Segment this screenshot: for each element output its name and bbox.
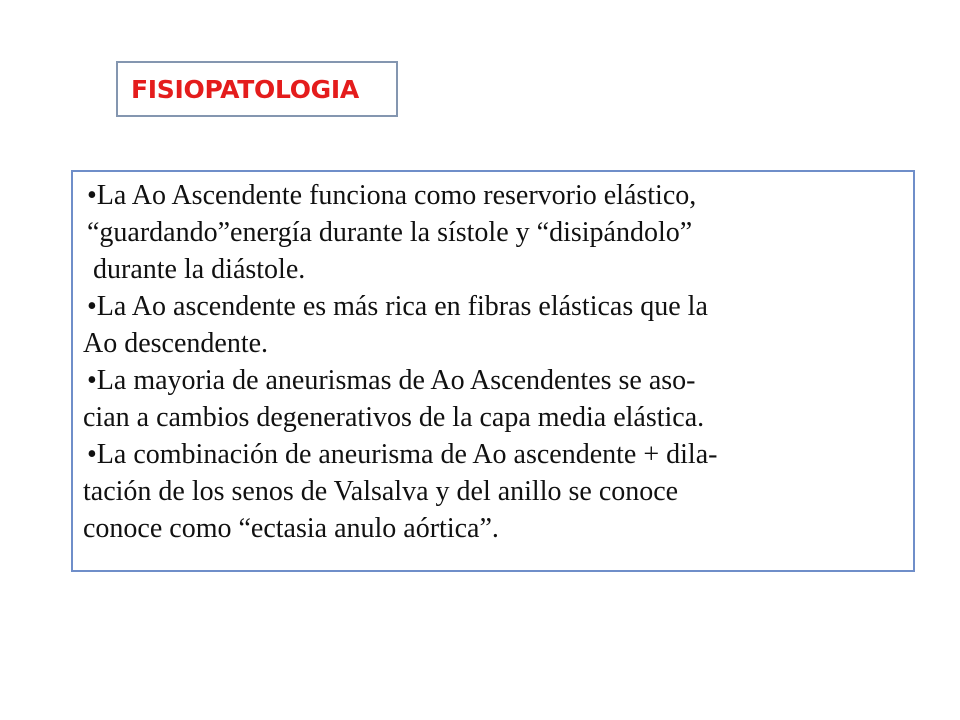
slide-title-box [116,61,398,117]
content-box [71,170,915,572]
bullet-1-line-2: “guardando”energía durante la sístole y “disipándolo” [87,217,693,248]
bullet-4-line-2: tación de los senos de Valsalva y del anillo se conoce [83,476,679,507]
bullet-4-line-3: conoce como “ectasia anulo aórtica”. [83,513,499,544]
bullet-2-line-1: •La Ao ascendente es más rica en fibras elásticas que la [87,291,708,322]
bullet-4-line-1: •La combinación de aneurisma de Ao ascendente + dila- [87,439,718,470]
bullet-1-line-1: •La Ao Ascendente funciona como reservorio elástico, [87,180,697,211]
bullet-3-line-2: cian a cambios degenerativos de la capa media elástica. [83,402,705,433]
bullet-3-line-1: •La mayoria de aneurismas de Ao Ascendentes se aso- [87,365,696,396]
bullet-2-line-2: Ao descendente. [83,328,269,359]
slide-title: FISIOPATOLOGIA [131,74,359,104]
bullet-1-line-3: durante la diástole. [93,254,306,285]
